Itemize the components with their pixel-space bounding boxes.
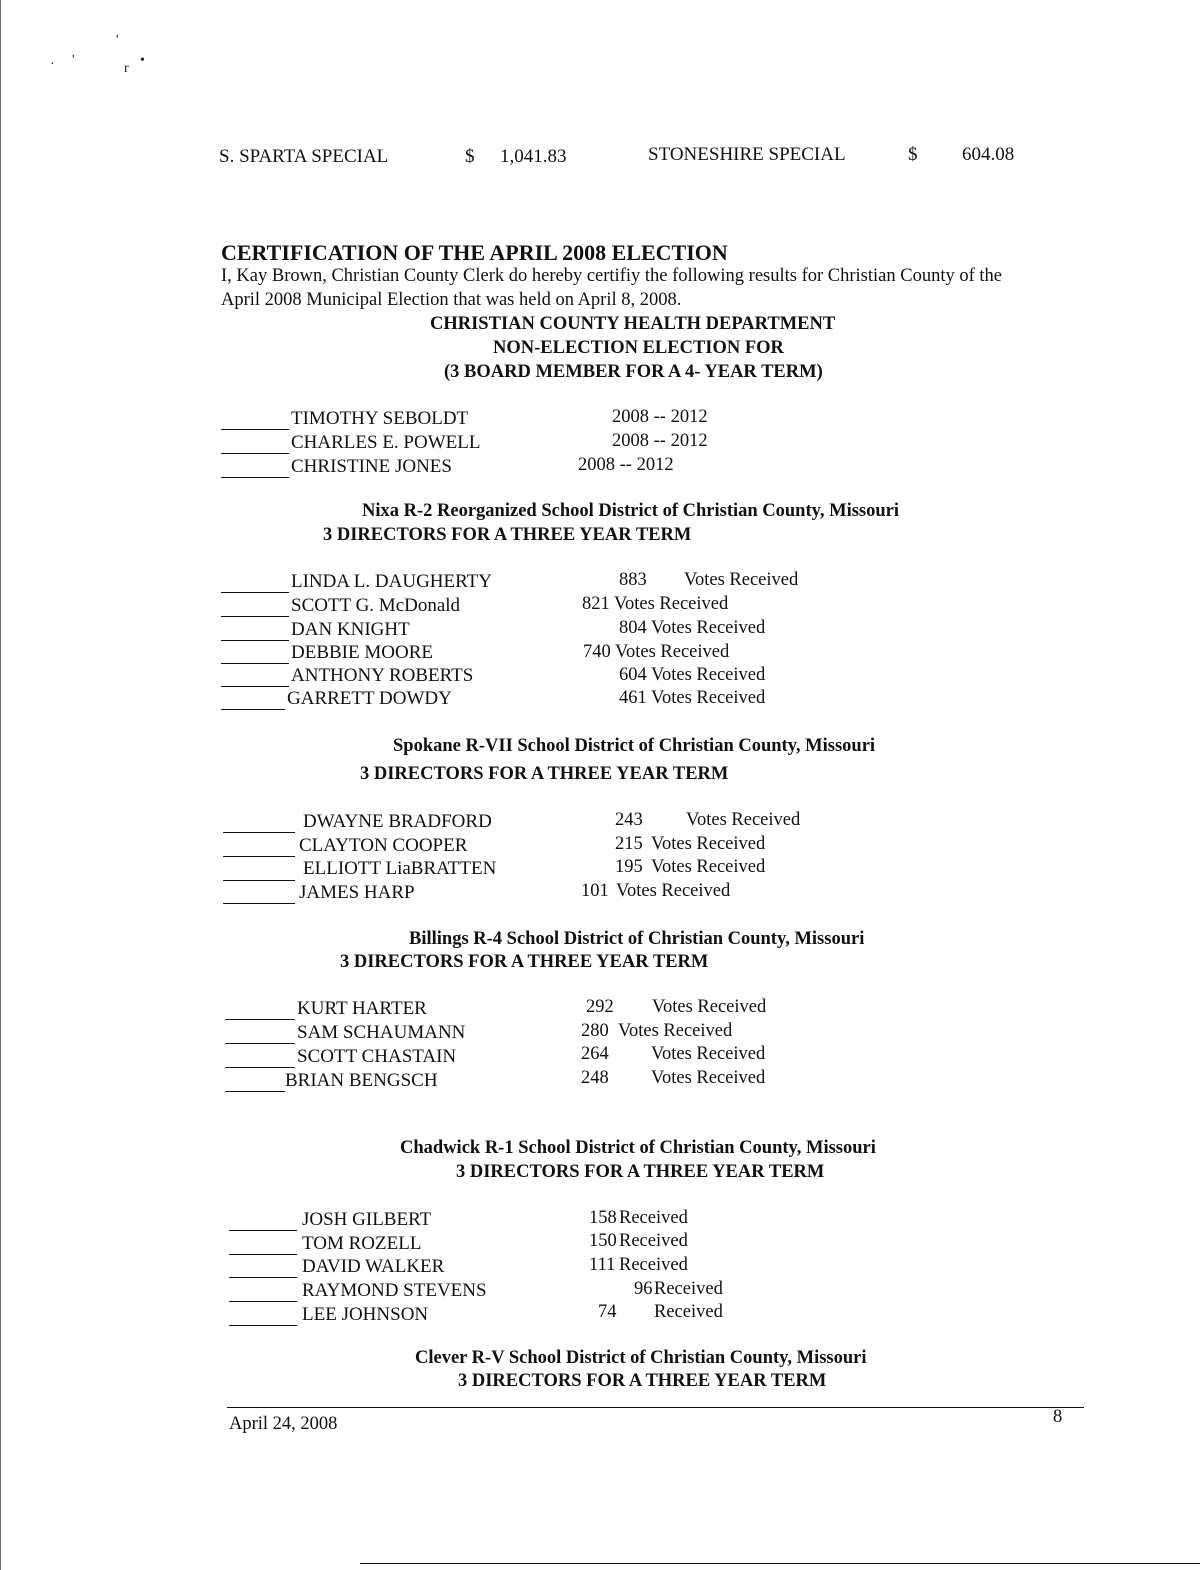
page-number: 8: [1053, 1407, 1063, 1427]
candidate-blank: [221, 709, 285, 710]
certification-line-1: I, Kay Brown, Christian County Clerk do hereby certifiy the following results for Christian County of the: [221, 266, 1002, 286]
candidate-blank: [223, 856, 295, 857]
candidate-votes: 158: [589, 1208, 617, 1228]
footer-rule: [227, 1407, 1084, 1408]
candidate-votes-label: Received: [654, 1302, 723, 1322]
candidate-votes: 804: [619, 618, 647, 638]
candidate-name: CHRISTINE JONES: [291, 456, 452, 477]
candidate-name: CLAYTON COOPER: [299, 835, 468, 856]
candidate-blank: [221, 429, 289, 430]
header-left-currency: $: [465, 146, 475, 167]
candidate-votes-label: Received: [619, 1255, 688, 1275]
candidate-name: KURT HARTER: [297, 998, 427, 1019]
candidate-blank: [225, 1091, 285, 1092]
candidate-votes: 248: [581, 1068, 609, 1088]
candidate-term: 2008 -- 2012: [612, 407, 708, 427]
candidate-votes-label: Received: [619, 1231, 688, 1251]
candidate-name: RAYMOND STEVENS: [302, 1280, 487, 1301]
health-heading-1: CHRISTIAN COUNTY HEALTH DEPARTMENT: [430, 314, 836, 334]
candidate-name: BRIAN BENGSCH: [285, 1070, 438, 1091]
scan-speck: •: [140, 53, 145, 68]
candidate-name: DAVID WALKER: [302, 1256, 445, 1277]
candidate-votes: 461: [619, 688, 647, 708]
chadwick-heading-2: 3 DIRECTORS FOR A THREE YEAR TERM: [456, 1162, 825, 1182]
candidate-votes: 150: [589, 1231, 617, 1251]
nixa-heading-2: 3 DIRECTORS FOR A THREE YEAR TERM: [323, 525, 692, 545]
candidate-votes: 74: [598, 1302, 617, 1322]
candidate-blank: [221, 663, 289, 664]
candidate-blank: [221, 453, 289, 454]
clever-heading-2: 3 DIRECTORS FOR A THREE YEAR TERM: [458, 1371, 827, 1391]
candidate-votes: 604: [619, 665, 647, 685]
candidate-votes: 243: [615, 810, 643, 830]
candidate-name: DEBBIE MOORE: [291, 642, 433, 663]
candidate-blank: [229, 1254, 297, 1255]
billings-heading-1: Billings R-4 School District of Christian County, Missouri: [409, 929, 865, 949]
candidate-blank: [225, 1067, 295, 1068]
candidate-name: JOSH GILBERT: [302, 1209, 432, 1230]
candidate-votes: 821: [582, 594, 610, 614]
certification-title: CERTIFICATION OF THE APRIL 2008 ELECTION: [221, 240, 728, 265]
candidate-term: 2008 -- 2012: [578, 455, 674, 475]
candidate-votes-label: Votes Received: [651, 618, 766, 638]
candidate-votes-label: Votes Received: [651, 688, 766, 708]
candidate-votes: 264: [581, 1044, 609, 1064]
candidate-blank: [229, 1230, 297, 1231]
candidate-name: ANTHONY ROBERTS: [291, 665, 474, 686]
footer-date: April 24, 2008: [229, 1414, 338, 1434]
candidate-name: LINDA L. DAUGHERTY: [291, 571, 492, 592]
health-heading-3: (3 BOARD MEMBER FOR A 4- YEAR TERM): [444, 362, 823, 382]
candidate-term: 2008 -- 2012: [612, 431, 708, 451]
candidate-name: SCOTT CHASTAIN: [297, 1046, 457, 1067]
header-right-currency: $: [908, 144, 918, 165]
candidate-votes: 740: [583, 642, 611, 662]
candidate-name: DWAYNE BRADFORD: [303, 811, 492, 832]
spokane-heading-1: Spokane R-VII School District of Christian County, Missouri: [393, 736, 876, 756]
candidate-votes-label: Votes Received: [651, 834, 766, 854]
candidate-votes-label: Votes Received: [651, 1044, 766, 1064]
candidate-votes-label: Votes Received: [618, 1021, 733, 1041]
candidate-votes: 280: [581, 1021, 609, 1041]
candidate-blank: [229, 1325, 297, 1326]
candidate-votes-label: Votes Received: [686, 810, 801, 830]
candidate-blank: [225, 1019, 295, 1020]
chadwick-heading-1: Chadwick R-1 School District of Christian County, Missouri: [400, 1138, 876, 1158]
candidate-blank: [229, 1277, 297, 1278]
candidate-name: GARRETT DOWDY: [287, 688, 452, 709]
candidate-votes-label: Votes Received: [651, 857, 766, 877]
candidate-votes: 96: [634, 1279, 653, 1299]
candidate-votes-label: Votes Received: [652, 997, 767, 1017]
candidate-name: SAM SCHAUMANN: [297, 1022, 466, 1043]
candidate-votes: 292: [586, 997, 614, 1017]
candidate-votes: 215: [615, 834, 643, 854]
header-right-name: STONESHIRE SPECIAL: [648, 144, 846, 165]
header-left-name: S. SPARTA SPECIAL: [219, 146, 389, 167]
scan-speck: ': [72, 53, 75, 68]
candidate-name: CHARLES E. POWELL: [291, 432, 481, 453]
candidate-votes-label: Votes Received: [684, 570, 799, 590]
candidate-blank: [223, 903, 295, 904]
candidate-votes-label: Votes Received: [651, 1068, 766, 1088]
candidate-blank: [221, 686, 289, 687]
certification-line-2: April 2008 Municipal Election that was held on April 8, 2008.: [221, 290, 682, 310]
candidate-name: LEE JOHNSON: [302, 1304, 429, 1325]
nixa-heading-1: Nixa R-2 Reorganized School District of Christian County, Missouri: [362, 501, 899, 521]
header-right-amount: 604.08: [962, 144, 1015, 165]
scan-speck: ·: [50, 57, 55, 72]
candidate-votes-label: Votes Received: [614, 594, 729, 614]
candidate-votes-label: Received: [619, 1208, 688, 1228]
candidate-blank: [221, 640, 289, 641]
candidate-name: SCOTT G. McDonald: [291, 595, 461, 616]
candidate-name: TOM ROZELL: [302, 1233, 422, 1254]
scan-speck: ': [116, 33, 119, 48]
candidate-blank: [223, 880, 295, 881]
candidate-votes-label: Votes Received: [615, 642, 730, 662]
candidate-blank: [225, 1043, 295, 1044]
candidate-votes: 195: [615, 857, 643, 877]
spokane-heading-2: 3 DIRECTORS FOR A THREE YEAR TERM: [360, 764, 729, 784]
header-left-amount: 1,041.83: [500, 146, 567, 167]
candidate-blank: [221, 616, 289, 617]
candidate-votes-label: Votes Received: [651, 665, 766, 685]
candidate-blank: [229, 1301, 297, 1302]
candidate-votes-label: Votes Received: [616, 881, 731, 901]
candidate-name: ELLIOTT LiaBRATTEN: [303, 858, 497, 879]
candidate-name: JAMES HARP: [299, 882, 415, 903]
candidate-blank: [223, 832, 295, 833]
candidate-name: TIMOTHY SEBOLDT: [291, 408, 469, 429]
billings-heading-2: 3 DIRECTORS FOR A THREE YEAR TERM: [340, 952, 709, 972]
candidate-votes: 111: [589, 1255, 616, 1275]
candidate-votes: 101: [581, 881, 609, 901]
candidate-votes-label: Received: [654, 1279, 723, 1299]
page-edge: [0, 0, 1, 1570]
candidate-votes: 883: [619, 570, 647, 590]
bottom-scan-line: [360, 1563, 1200, 1564]
clever-heading-1: Clever R-V School District of Christian County, Missouri: [415, 1348, 867, 1368]
candidate-blank: [221, 592, 289, 593]
candidate-name: DAN KNIGHT: [291, 619, 410, 640]
health-heading-2: NON-ELECTION ELECTION FOR: [493, 338, 784, 358]
scan-speck: r: [124, 61, 129, 76]
candidate-blank: [221, 477, 289, 478]
